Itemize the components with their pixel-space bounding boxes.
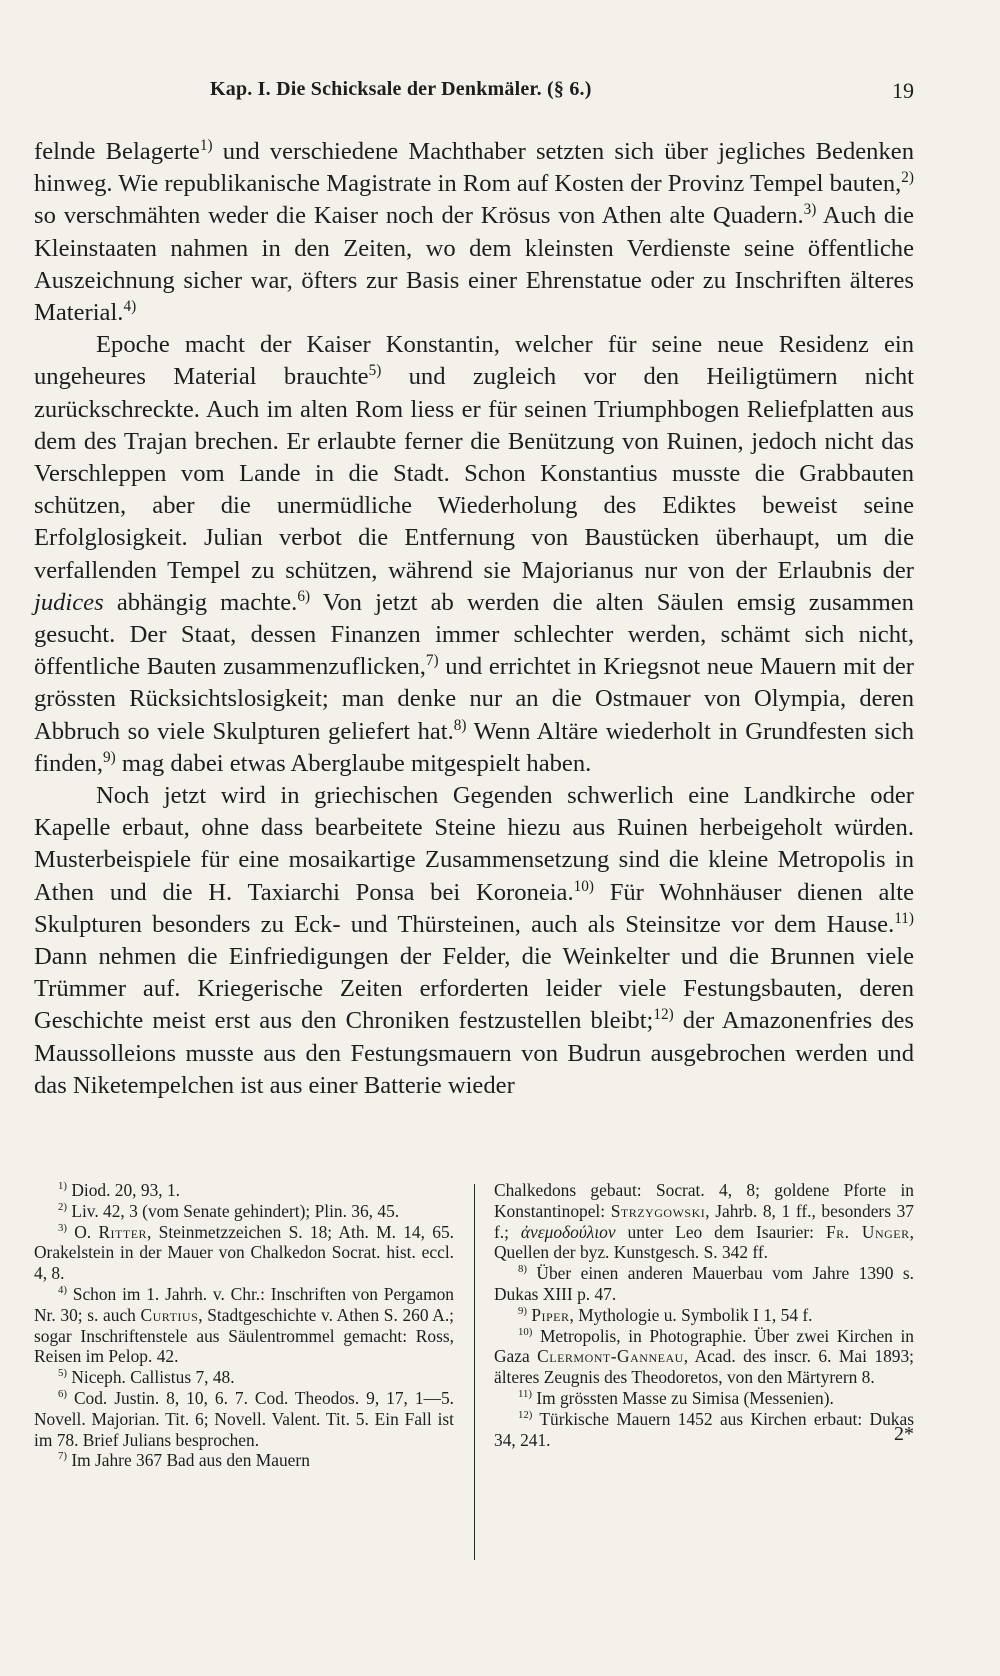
footnote-5: $^{5)}$ Niceph. Callistus 7, 48.: [58, 1367, 235, 1388]
footnote-9: $^{9)}$ Piper, Mythologie u. Symbolik I 1, 54 f.: [518, 1304, 813, 1325]
footnote-7-continued: Chalkedons gebaut: Socrat. 4, 8; goldene Pforte in Konstantinopel: Strzygowski, Jahrb. 8, 1 ff., besonders 37 f.; ἀνεμοδούλιον unter Leo dem Isaurier: Fr. Unger, Quellen der byz. Kunstgesch. S. 342 ff.: [494, 1180, 915, 1263]
footnote-ref: 8): [453, 716, 467, 734]
paragraph-2: Epoche macht der Kaiser Konstantin, welcher für seine neue Residenz ein ungeheures Material brauchte$^{5)}$ und zugleich vor den Heiligtümern nicht zurückschreckte. Auch im alten Rom liess er für seinen Triumphbogen Reliefplatten aus dem des Trajan brechen. Er erlaubte ferner die Benützung von Ruinen, jedoch nicht das Verschleppen vom Lande in die Stadt. Schon Konstantius musste die Grabbauten schützen, aber die unermüdliche Wiederholung des Ediktes beweist seine Erfolglosigkeit. Julian verbot die Entfernung von Baustücken überhaupt, um die verfallenden Tempel zu schützen, während sie Majorianus nur von der Erlaubnis der judices abhängig machte.$^{6)}$ Von jetzt ab werden die alten Säulen emsig zusammen gesucht. Der Staat, dessen Finanzen immer schlechter werden, schämt sich nicht, öffentliche Bauten zusammenzuflicken,$^{7)}$ und errichtet in Kriegsnot neue Mauern mit der grössten Rücksichtslosigkeit; man denke nur an die Ostmauer von Olympia, deren Abbruch so viele Skulpturen geliefert hat.$^{8)}$ Wenn Altäre wiederholt in Grundfesten sich finden,$^{9)}$ mag dabei etwas Aberglaube mitgespielt haben.: [34, 331, 914, 777]
footnote-4: $^{4)}$ Schon im 1. Jahrh. v. Chr.: Inschriften von Pergamon Nr. 30; s. auch Curtius, Stadtgeschichte v. Athen S. 260 A.; sogar Inschriftenstele aus Säulentrommel gemacht: Ross, Reisen im Pelop. 42.: [34, 1283, 454, 1367]
paragraph-3: Noch jetzt wird in griechischen Gegenden schwerlich eine Landkirche oder Kapelle erbaut, ohne dass bearbeitete Steine hiezu aus Ruinen herbeigeholt würden. Musterbeispiele für eine mosaikartige Zusammensetzung sind die kleine Metropolis in Athen und die H. Taxiarchi Ponsa bei Koroneia.$^{10)}$ Für Wohnhäuser dienen alte Skulpturen besonders zu Eck- und Thürsteinen, auch als Steinsitze vor dem Hause.$^{11)}$ Dann nehmen die Einfriedigungen der Felder, die Weinkelter und die Brunnen viele Trümmer auf. Kriegerische Zeiten erforderten leider viele Festungsbauten, deren Geschichte meist erst aus den Chroniken festzustellen bleibt;$^{12)}$ der Amazonenfries des Maussolleions musste aus den Festungsmauern von Budrun ausgebrochen werden und das Niketempelchen ist aus einer Batterie wieder: [34, 782, 915, 1099]
footnotes-right-column: [494, 1180, 914, 1450]
footnote-6: $^{6)}$ Cod. Justin. 8, 10, 6. 7. Cod. Theodos. 9, 17, 1—5. Novell. Majorian. Tit. 6; Novell. Valent. Tit. 5. Ein Fall ist im 78. Brief Julians besprochen.: [34, 1387, 454, 1450]
footnote-ref: 5): [368, 362, 382, 380]
footnote-10: $^{10)}$ Metropolis, in Photographie. Über zwei Kirchen in Gaza Clermont-Ganneau, Acad. des inscr. 6. Mai 1893; älteres Zeugnis des Theodoretos, von den Märtyrern 8.: [494, 1325, 914, 1388]
footnotes: [34, 1180, 914, 1580]
footnote-ref: 1): [199, 136, 213, 154]
page-header: [34, 78, 914, 108]
signature-mark: 2*: [894, 1422, 914, 1445]
footnote-ref: 10): [573, 877, 594, 895]
main-text: [34, 136, 914, 1102]
footnote-ref: 2): [901, 169, 914, 187]
column-divider: [474, 1184, 475, 1560]
footnote-3: $^{3)}$ O. Ritter, Steinmetzzeichen S. 18; Ath. M. 14, 65. Orakelstein in der Mauer von Chalkedon Socrat. hist. eccl. 4, 8.: [34, 1221, 454, 1284]
running-head: Kap. I. Die Schicksale der Denkmäler. (§ 6.): [210, 78, 592, 100]
footnote-ref: 4): [123, 297, 137, 315]
footnote-ref: 9): [102, 748, 116, 766]
footnote-ref: 6): [297, 587, 311, 605]
footnote-1: $^{1)}$ Diod. 20, 93, 1.: [58, 1180, 181, 1200]
footnotes-left-column: [34, 1180, 454, 1471]
footnote-ref: 3): [803, 201, 817, 219]
footnote-ref: 12): [653, 1006, 674, 1024]
footnote-2: $^{2)}$ Liv. 42, 3 (vom Senate gehindert); Plin. 36, 45.: [58, 1200, 400, 1221]
footnote-7: $^{7)}$ Im Jahre 367 Bad aus den Mauern: [58, 1450, 310, 1471]
page-number: 19: [892, 78, 914, 103]
footnote-12: $^{12)}$ Türkische Mauern 1452 aus Kirchen erbaut: Dukas 34, 241.: [494, 1408, 914, 1450]
footnote-ref: 7): [425, 652, 439, 670]
paragraph-1: felnde Belagerte$^{1)}$ und verschiedene Machthaber setzten sich über jegliches Bedenken hinweg. Wie republikanische Magistrate in Rom auf Kosten der Provinz Tempel bauten,$^{2)}$ so verschmähten weder die Kaiser noch der Krösus von Athen alte Quadern.$^{3)}$ Auch die Kleinstaaten nahmen in den Zeiten, wo dem kleinsten Verdienste seine öffentliche Auszeichnung sicher war, öfters zur Basis einer Ehrenstatue oder zu Inschriften älteres Material.$^{4)}$: [34, 136, 914, 327]
footnote-ref: 11): [894, 909, 914, 927]
footnote-8: $^{8)}$ Über einen anderen Mauerbau vom Jahre 1390 s. Dukas XIII p. 47.: [494, 1263, 914, 1304]
footnote-11: $^{11)}$ Im grössten Masse zu Simisa (Messenien).: [518, 1387, 834, 1408]
